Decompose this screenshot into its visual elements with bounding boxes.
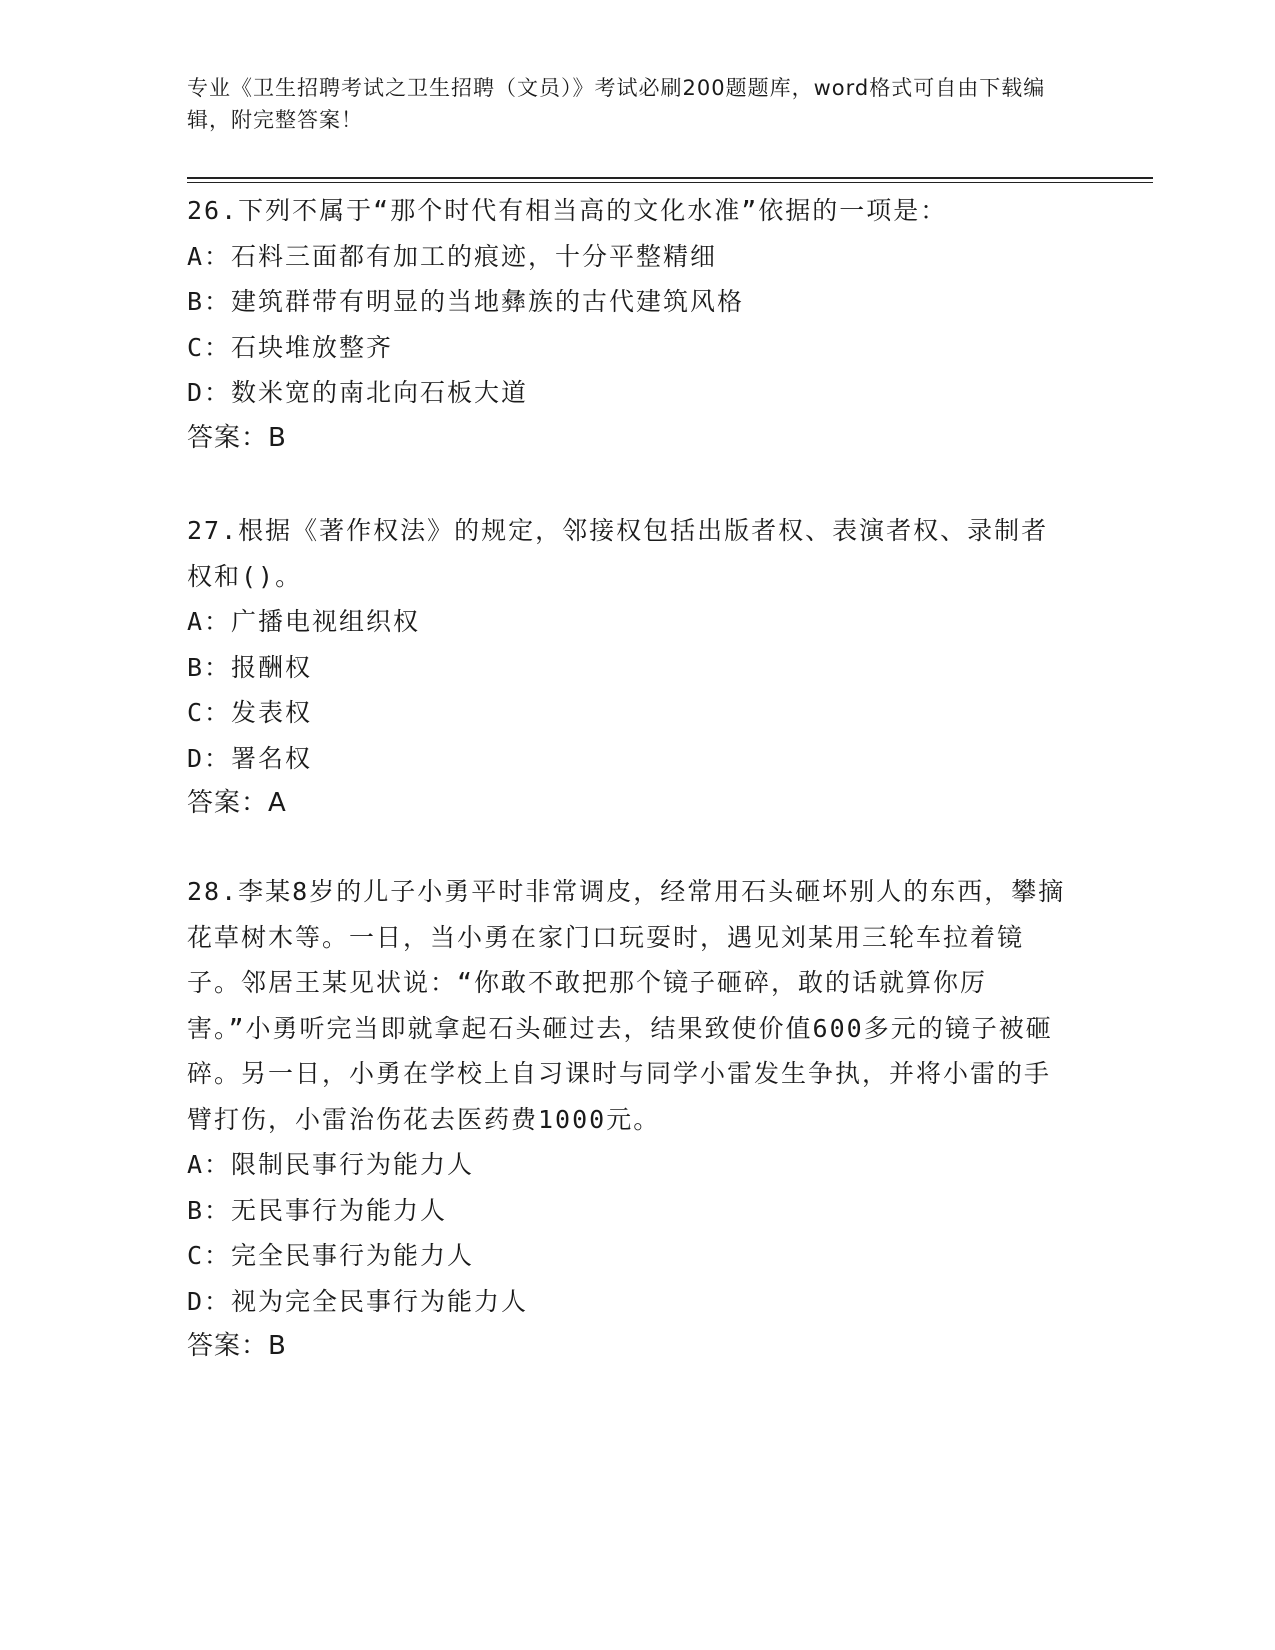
- option-c: C：发表权: [187, 698, 313, 727]
- header-divider-thin: [187, 182, 1153, 183]
- option-a: A：广播电视组织权: [187, 607, 421, 636]
- document-header: 专业《卫生招聘考试之卫生招聘（文员）》考试必刷200题题库，word格式可自由下载编辑，附完整答案！: [187, 76, 1046, 132]
- option-d: D：署名权: [187, 743, 313, 773]
- question-28: [187, 869, 1067, 1370]
- option-a: A：限制民事行为能力人: [187, 1150, 475, 1179]
- question-26: [187, 188, 1067, 461]
- option-d: D：视为完全民事行为能力人: [187, 1286, 529, 1316]
- option-b: B：无民事行为能力人: [187, 1195, 448, 1225]
- header-divider-thick: [187, 177, 1153, 179]
- answer: 答案：B: [187, 422, 287, 453]
- answer: 答案：B: [187, 1331, 287, 1361]
- answer: 答案：A: [187, 788, 287, 818]
- option-b: B：建筑群带有明显的当地彝族的古代建筑风格: [187, 287, 745, 316]
- option-c: C：完全民事行为能力人: [187, 1241, 475, 1270]
- option-a: A：石料三面都有加工的痕迹，十分平整精细: [187, 241, 718, 271]
- question-stem: 26.下列不属于“那个时代有相当高的文化水准”依据的一项是：: [187, 196, 948, 225]
- option-b: B：报酬权: [187, 652, 313, 682]
- option-d: D：数米宽的南北向石板大道: [187, 378, 529, 407]
- question-stem: 28.李某8岁的儿子小勇平时非常调皮，经常用石头砸坏别人的东西，攀摘花草树木等。一日，当小勇在家门口玩耍时，遇见刘某用三轮车拉着镜子。邻居王某见状说：“你敢不敢把那个镜子砸碎，敢的话就算你厉害。”小勇听完当即就拿起石头砸过去，结果致使价值600多元的镜子被砸碎。另一日，小勇在学校上自习课时与同学小雷发生争执，并将小雷的手臂打伤，小雷治伤花去医药费1000元。: [187, 877, 1066, 1134]
- question-stem: 27.根据《著作权法》的规定，邻接权包括出版者权、表演者权、录制者权和()。: [187, 516, 1049, 591]
- option-c: C：石块堆放整齐: [187, 332, 394, 362]
- question-27: [187, 508, 1067, 827]
